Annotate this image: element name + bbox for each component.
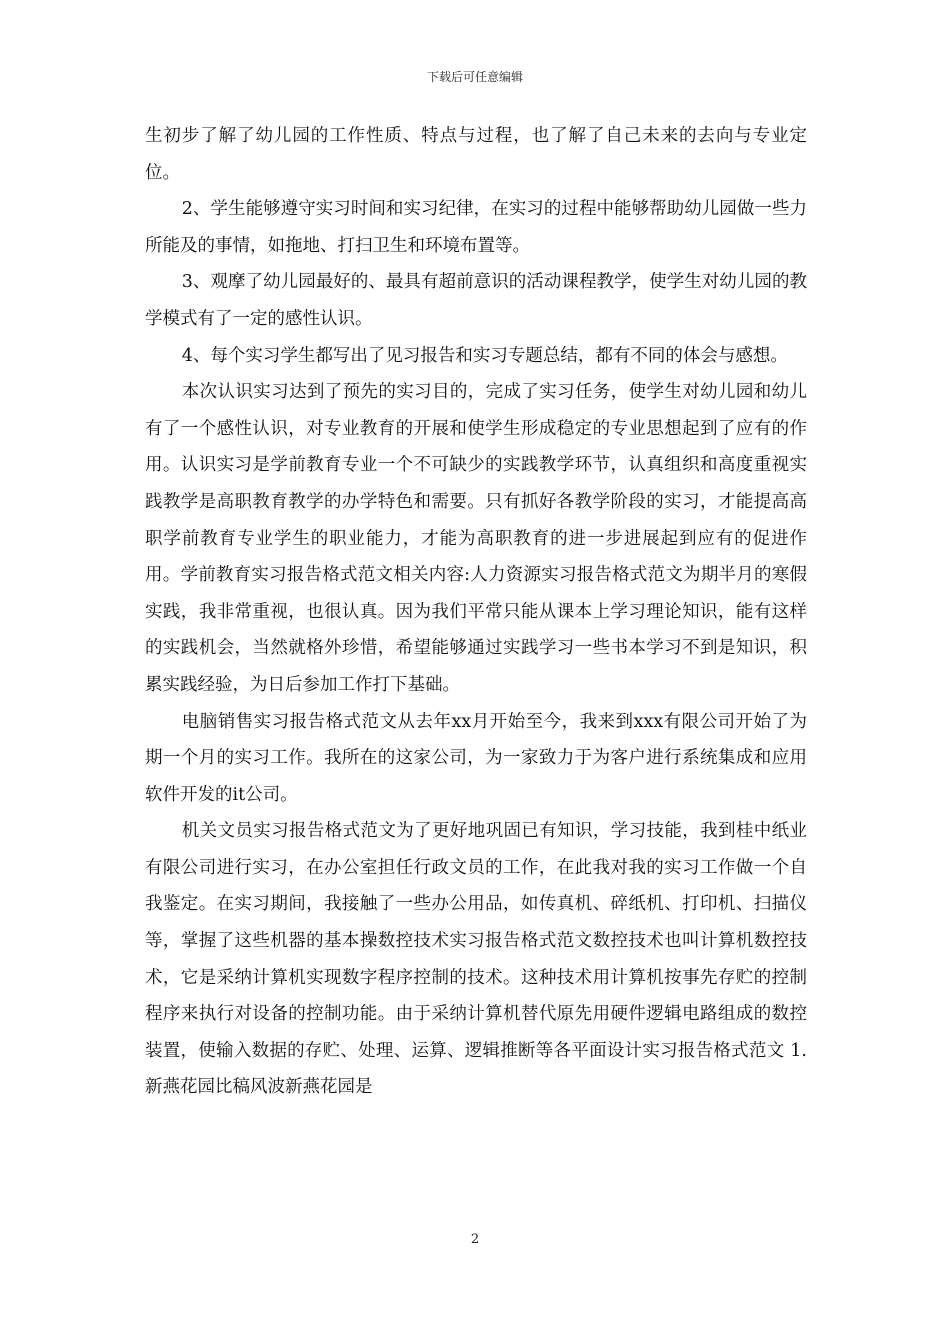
paragraph: 4、每个实习学生都写出了见习报告和实习专题总结，都有不同的体会与感想。: [181, 345, 788, 366]
paragraph: 机关文员实习报告格式范文为了更好地巩固已有知识，学习技能，我到桂中纸业有限公司进行实习，在办公室担任行政文员的工作，在此我对我的实习工作做一个自我鉴定。在实习期间，我接触了一些办公用品，如传真机、碎纸机、打印机、扫描仪等，掌握了这些机器的基本操数控技术实习报告格式范文数控技术也叫计算机数控技术，它是采纳计算机实现数字程序控制的技术。这种技术用计算机按事先存贮的控制程序来执行对设备的控制功能。由于采纳计算机替代原先用硬件逻辑电路组成的数控装置，使输入数据的存贮、处理、运算、逻辑推断等各平面设计实习报告格式范文 1.新燕花园比稿风波新燕花园是: [145, 821, 807, 1098]
paragraph: 电脑销售实习报告格式范文从去年xx月开始至今，我来到xxx有限公司开始了为期一个月的实习工作。我所在的这家公司，为一家致力于为客户进行系统集成和应用软件开发的it公司。: [145, 711, 807, 805]
page-header: 下载后可任意编辑: [426, 70, 523, 84]
body-text: [145, 118, 807, 1106]
page-number: 2: [470, 1232, 480, 1247]
paragraph: 生初步了解了幼儿园的工作性质、特点与过程，也了解了自己未来的去向与专业定位。: [145, 126, 807, 183]
paragraph: 2、学生能够遵守实习时间和实习纪律，在实习的过程中能够帮助幼儿园做一些力所能及的事情，如拖地、打扫卫生和环境布置等。: [145, 199, 807, 256]
paragraph: 3、观摩了幼儿园最好的、最具有超前意识的活动课程教学，使学生对幼儿园的教学模式有了一定的感性认识。: [145, 272, 807, 329]
paragraph: 本次认识实习达到了预先的实习目的，完成了实习任务，使学生对幼儿园和幼儿有了一个感性认识，对专业教育的开展和使学生形成稳定的专业思想起到了应有的作用。认识实习是学前教育专业一个不可缺少的实践教学环节，认真组织和高度重视实践教学是高职教育教学的办学特色和需要。只有抓好各教学阶段的实习，才能提高高职学前教育专业学生的职业能力，才能为高职教育的进一步进展起到应有的促进作用。学前教育实习报告格式范文相关内容:人力资源实习报告格式范文为期半月的寒假实践，我非常重视，也很认真。因为我们平常只能从课本上学习理论知识，能有这样的实践机会，当然就格外珍惜，希望能够通过实践学习一些书本学习不到是知识，积累实践经验，为日后参加工作打下基础。: [145, 382, 807, 695]
